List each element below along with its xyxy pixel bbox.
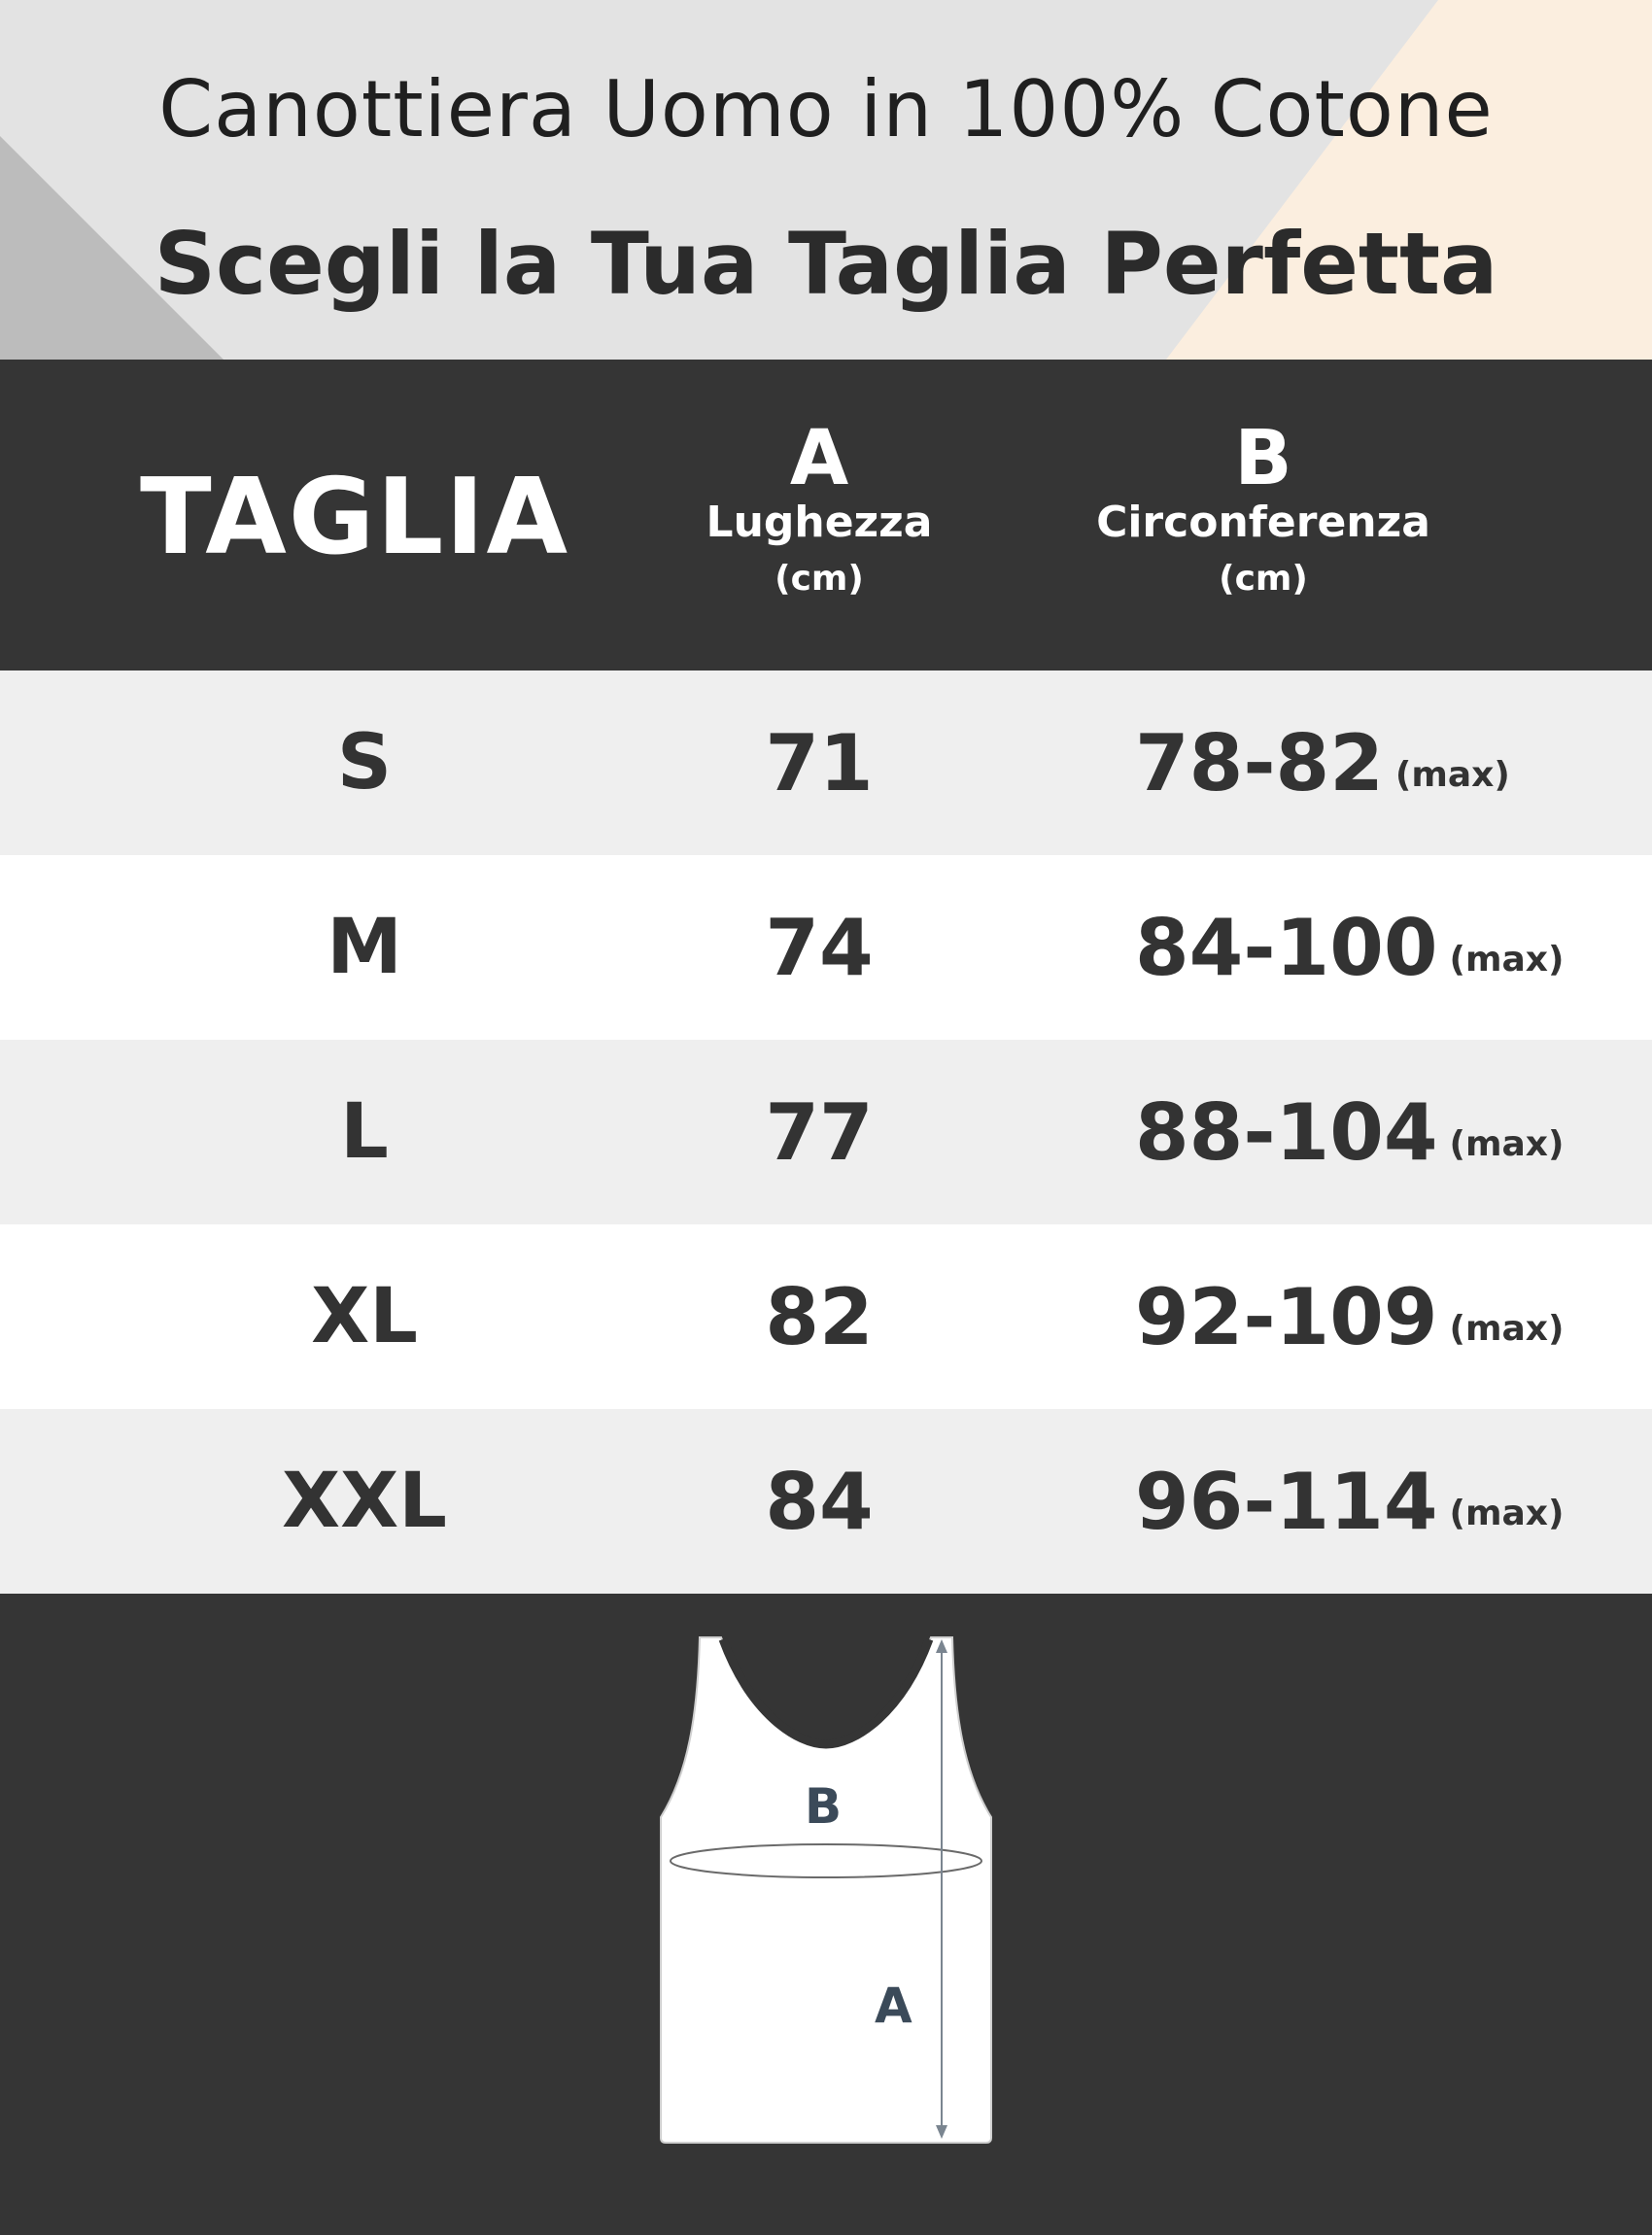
length-cell: 71 (765, 717, 874, 808)
length-cell: 74 (765, 902, 874, 993)
table-row (0, 855, 1652, 1040)
size-cell: XXL (282, 1458, 447, 1545)
size-cell: S (336, 719, 393, 807)
circumference-value: 88-104 (1135, 1086, 1438, 1178)
circumference-cell (1050, 1409, 1594, 1594)
length-column-label: Lughezza (706, 498, 933, 547)
tank-top-illustration (0, 1599, 1652, 2235)
length-cell: 77 (765, 1086, 874, 1178)
length-column-header (664, 415, 975, 608)
page-subtitle: Scegli la Tua Taglia Perfetta (154, 214, 1498, 314)
length-cell: 84 (765, 1456, 874, 1547)
circumference-column-letter: B (1234, 415, 1292, 502)
circumference-value: 78-82 (1135, 717, 1384, 808)
size-cell: M (327, 904, 402, 991)
label-b: B (805, 1778, 843, 1835)
max-note: (max) (1449, 1123, 1565, 1164)
size-column-header: TAGLIA (139, 457, 570, 578)
circumference-cell (1050, 855, 1594, 1040)
circumference-value: 92-109 (1135, 1271, 1438, 1362)
max-note: (max) (1449, 1308, 1565, 1349)
size-cell: L (340, 1088, 389, 1176)
header-banner (0, 0, 1652, 360)
circumference-column-unit: (cm) (1219, 559, 1308, 599)
circumference-value: 96-114 (1135, 1456, 1438, 1547)
table-row (0, 670, 1652, 855)
circumference-column-label: Circonferenza (1096, 498, 1430, 547)
table-row (0, 1409, 1652, 1594)
size-cell: XL (311, 1273, 418, 1360)
circumference-cell (1050, 670, 1594, 855)
circumference-cell (1050, 1224, 1594, 1409)
table-row (0, 1040, 1652, 1224)
length-cell: 82 (765, 1271, 874, 1362)
circumference-value: 84-100 (1135, 902, 1438, 993)
max-note: (max) (1449, 1493, 1565, 1533)
table-header (0, 360, 1652, 670)
circumference-column-header (1050, 415, 1477, 608)
max-note: (max) (1394, 754, 1510, 795)
size-table-body (0, 670, 1652, 1594)
table-row (0, 1224, 1652, 1409)
page-title: Canottiera Uomo in 100% Cotone (158, 64, 1494, 155)
length-column-letter: A (789, 415, 849, 502)
circumference-cell (1050, 1040, 1594, 1224)
length-column-unit: (cm) (774, 559, 864, 599)
max-note: (max) (1449, 939, 1565, 980)
measurement-diagram (0, 1599, 1652, 2235)
label-a: A (875, 1977, 912, 2034)
